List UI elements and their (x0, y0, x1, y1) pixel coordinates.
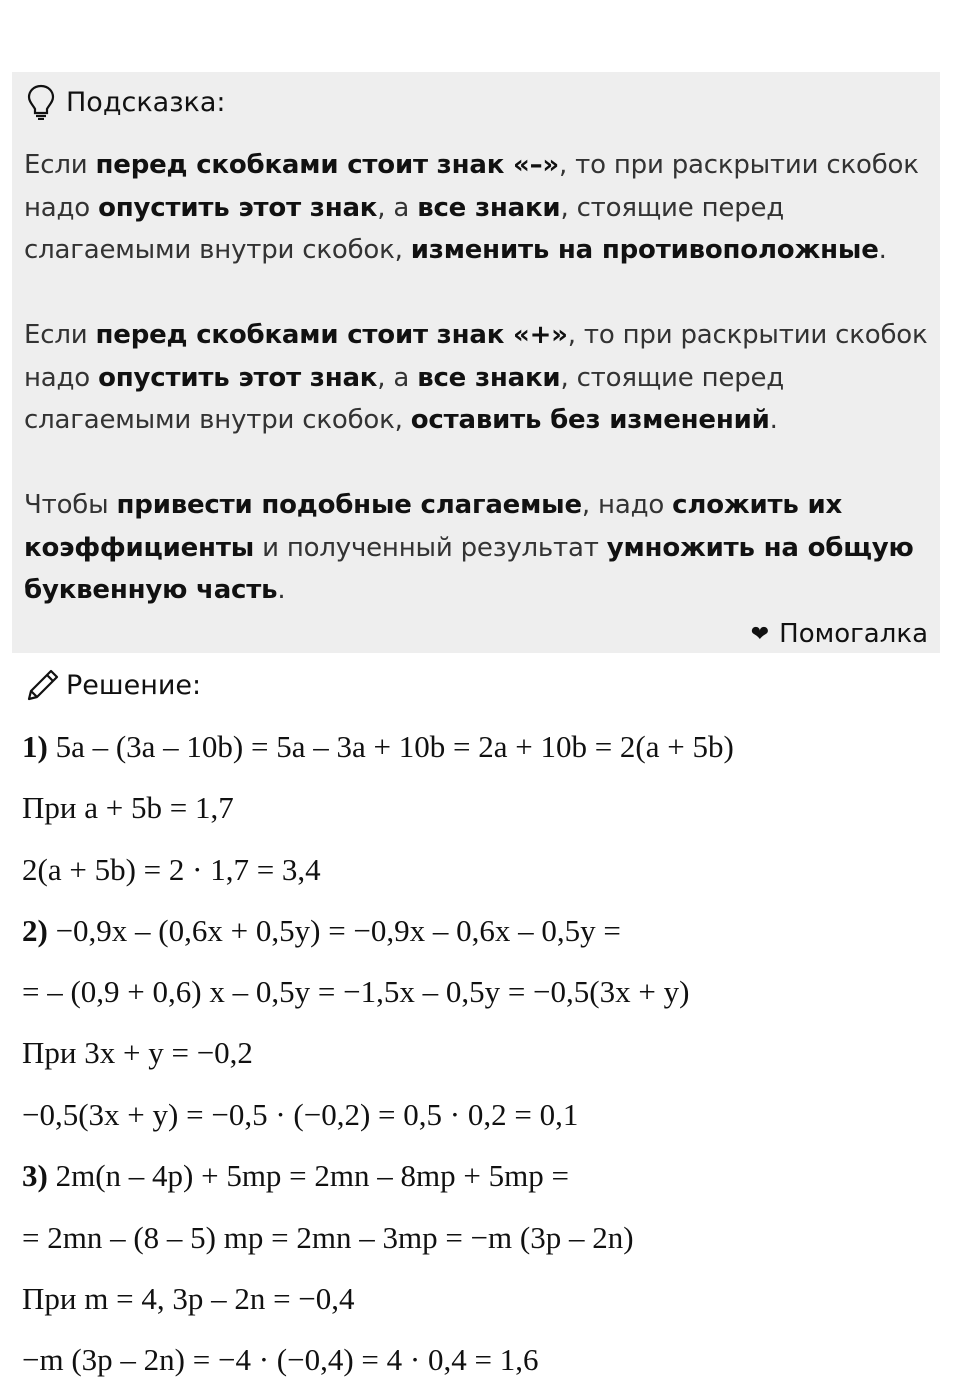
solution-line-5: = – (0,9 + 0,6) x – 0,5y = −1,5x – 0,5y = −0,5(3x + y) (22, 974, 690, 1009)
solution-line-10: При m = 4, 3p – 2n = −0,4 (22, 1281, 355, 1316)
hint-paragraph-1: Если перед скобками стоит знак «–», то при раскрытии скобок надо опустить этот знак, а все знаки, стоящие перед слагаемыми внутри скобок, изменить на противоположные. (24, 150, 919, 265)
hint-box (12, 72, 940, 653)
hint-header (26, 82, 226, 122)
solution-line-11: −m (3p – 2n) = −4 · (−0,4) = 4 · 0,4 = 1,6 (22, 1342, 539, 1377)
heart-icon: ❤ (750, 621, 770, 647)
solution-line-7: −0,5(3x + y) = −0,5 · (−0,2) = 0,5 · 0,2 = 0,1 (22, 1097, 579, 1132)
hint-paragraph-2: Если перед скобками стоит знак «+», то при раскрытии скобок надо опустить этот знак, а все знаки, стоящие перед слагаемыми внутри скобок, оставить без изменений. (24, 320, 928, 435)
solution-line-2: При a + 5b = 1,7 (22, 790, 234, 825)
solution-line-4: 2) −0,9x – (0,6x + 0,5y) = −0,9x – 0,6x – 0,5y = (22, 913, 621, 948)
lightbulb-icon (26, 84, 56, 120)
solution-line-3: 2(a + 5b) = 2 · 1,7 = 3,4 (22, 852, 321, 887)
hint-paragraph-3: Чтобы привести подобные слагаемые, надо сложить их коэффициенты и полученный результат умножить на общую буквенную часть. (24, 490, 914, 605)
solution-line-8: 3) 2m(n – 4p) + 5mp = 2mn – 8mp + 5mp = (22, 1158, 569, 1193)
brand-signature (751, 619, 928, 649)
solution-title: Решение: (66, 669, 202, 701)
solution-line-9: = 2mn – (8 – 5) mp = 2mn – 3mp = −m (3p – 2n) (22, 1220, 634, 1255)
solution-line-1: 1) 5a – (3a – 10b) = 5a – 3a + 10b = 2a + 10b = 2(a + 5b) (22, 729, 734, 764)
solution-header (26, 665, 201, 705)
brand-name: Помогалка (779, 619, 928, 649)
hint-title: Подсказка: (66, 86, 226, 118)
solution-line-6: При 3x + y = −0,2 (22, 1035, 253, 1070)
pencil-icon (26, 668, 60, 702)
